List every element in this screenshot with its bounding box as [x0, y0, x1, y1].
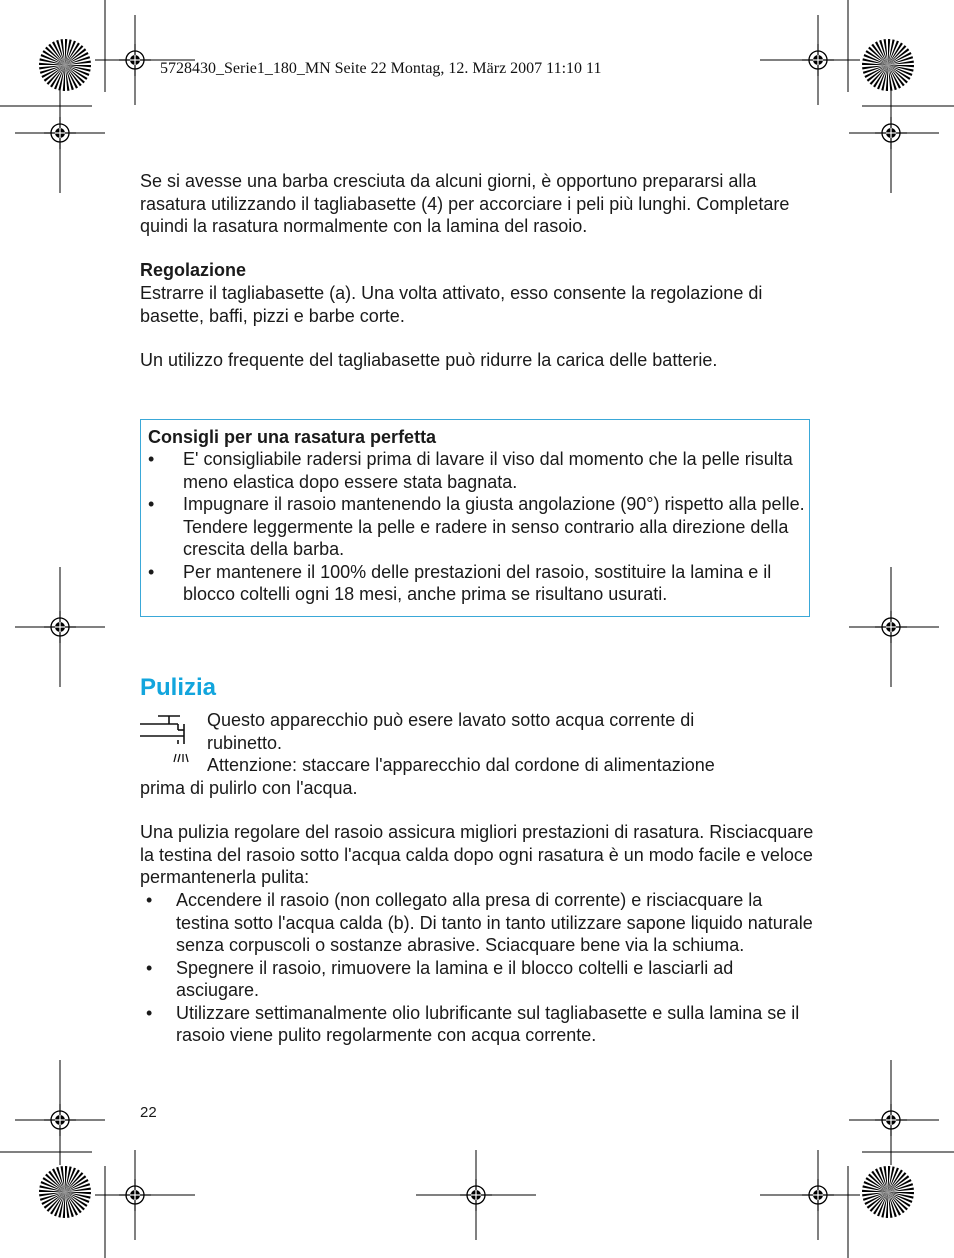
water-text-line2: rubinetto. [207, 733, 283, 753]
pulizia-paragraph: Una pulizia regolare del rasoio assicura migliori prestazioni di rasatura. Risciacquare la testina del rasoio sotto l'acqua calda dopo ogni rasatura è un modo facile e veloce permantenerla pulita: [140, 822, 814, 887]
tips-title: Consigli per una rasatura perfetta [148, 427, 437, 447]
list-item-text: Utilizzare settimanalmente olio lubrificante sul tagliabasette e sulla lamina se il rasoio viene pulito regolarmente con acqua corrente. [176, 1002, 800, 1045]
pulizia-title: Pulizia [140, 674, 217, 701]
list-item-text: Impugnare il rasoio mantenendo la giusta angolazione (90°) rispetto alla pelle. Tendere leggermente la pelle e radere in senso contrario alla direzione della crescita della barba. [183, 494, 805, 559]
list-item [140, 889, 820, 957]
bullet: • [148, 449, 155, 469]
starburst-mark [862, 1166, 914, 1218]
regolazione-paragraph: Estrarre il tagliabasette (a). Una volta attivato, esso consente la regolazione di basette, baffi, pizzi e barbe corte. [140, 283, 763, 326]
list-item [148, 448, 808, 493]
intro-paragraph: Se si avesse una barba cresciuta da alcuni giorni, è opportuno prepararsi alla rasatura utilizzando il tagliabasette (4) per accorciare i peli più lunghi. Completare quindi la rasatura normalmente con la lamina del rasoio. [140, 171, 790, 236]
starburst-mark [39, 1166, 91, 1218]
bullet: • [146, 957, 153, 978]
bullet: • [146, 1002, 153, 1023]
list-item-text: Per mantenere il 100% delle prestazioni del rasoio, sostituire la lamina e il blocco coltelli ogni 18 mesi, anche prima se risultano usurati. [183, 561, 772, 604]
warning-text-line1: Attenzione: staccare l'apparecchio dal cordone di alimentazione [207, 755, 715, 775]
tips-list [148, 448, 808, 606]
page-number: 22 [140, 1104, 157, 1121]
starburst-mark [39, 39, 91, 91]
starburst-mark [862, 39, 914, 91]
regolazione-heading: Regolazione [140, 260, 247, 280]
water-text-line1: Questo apparecchio può esere lavato sotto acqua corrente di [207, 710, 695, 730]
list-item [140, 1002, 820, 1047]
bullet: • [148, 561, 155, 582]
cleaning-list [140, 889, 820, 1047]
list-item-text: Accendere il rasoio (non collegato alla presa di corrente) e risciacquare la testina sotto l'acqua calda (b). Di tanto in tanto utilizzare sapone liquido naturale senza corpuscoli o sostanze abrasive. Sciacquare bene via la schiuma. [176, 890, 813, 955]
warning-text-line2: prima di pulirlo con l'acqua. [140, 778, 358, 798]
list-item [148, 561, 808, 606]
bullet: • [148, 494, 155, 514]
list-item [148, 493, 808, 561]
print-slug: 5728430_Serie1_180_MN Seite 22 Montag, 12. März 2007 11:10 11 [160, 60, 602, 77]
list-item-text: E' consigliabile radersi prima di lavare il viso dal momento che la pelle risulta meno elastica dopo essere stata bagnata. [183, 449, 793, 492]
faucet-icon [138, 714, 194, 766]
list-item [140, 957, 820, 1002]
bullet: • [146, 890, 153, 910]
battery-note: Un utilizzo frequente del tagliabasette può ridurre la carica delle batterie. [140, 350, 718, 370]
list-item-text: Spegnere il rasoio, rimuovere la lamina e il blocco coltelli e lasciarli ad asciugare. [176, 957, 734, 1000]
